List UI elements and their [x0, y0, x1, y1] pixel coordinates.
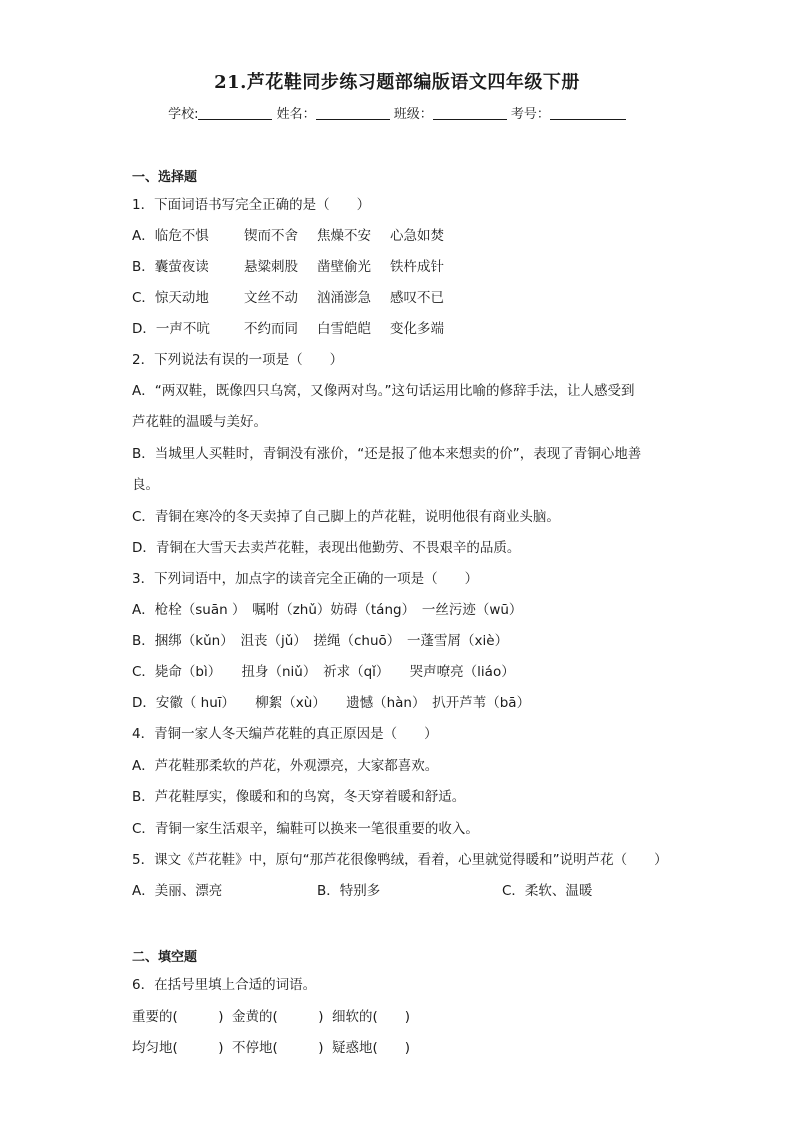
- option-b-word-3: 凿壁偷光: [317, 259, 371, 275]
- fill-blank-6[interactable]: 疑惑地( ): [332, 1040, 411, 1056]
- fill-blank-5[interactable]: 不停地( ): [232, 1040, 324, 1056]
- question-3-option-b: B．捆绑（kǔn） 沮丧（jǔ） 搓绳（chuō） 一蓬雪屑（xiè）: [132, 633, 509, 649]
- section-heading-choice: 一、选择题: [132, 170, 198, 185]
- option-a-word-1: A．临危不惧: [132, 228, 209, 244]
- question-6-row-2: [132, 1036, 410, 1056]
- option-d-word-1: D．一声不吭: [132, 321, 210, 337]
- exam-no-label: 考号：: [510, 107, 550, 122]
- question-5-stem: 5．课文《芦花鞋》中，原句“那芦花很像鸭绒，看着，心里就觉得暖和”说明芦花（ ）: [132, 852, 668, 868]
- option-b-word-1: B．囊萤夜读: [132, 259, 209, 275]
- question-6-row-1: [132, 1005, 410, 1025]
- question-2-option-d: D．青铜在大雪天去卖芦花鞋，表现出他勤劳、不畏艰辛的品质。: [132, 540, 521, 556]
- option-a-word-3: 焦燥不安: [317, 228, 371, 244]
- name-label: 姓名：: [276, 107, 316, 122]
- fill-blank-3[interactable]: 细软的( ): [332, 1009, 411, 1025]
- school-blank[interactable]: [198, 106, 272, 120]
- question-3-option-a: A．枪栓（suān ） 嘱咐（zhǔ）妨碍（táng） 一丝污迹（wū）: [132, 602, 523, 618]
- fill-blank-2[interactable]: 金黄的( ): [232, 1009, 324, 1025]
- option-d-word-3: 白雪皑皑: [317, 321, 371, 337]
- fill-blank-4[interactable]: 均匀地( ): [132, 1040, 224, 1056]
- question-1-option-d: [132, 317, 444, 337]
- question-1-option-c: [132, 286, 444, 306]
- class-label: 班级：: [393, 107, 433, 122]
- question-5-option-c: C．柔软、温暖: [502, 883, 593, 899]
- question-2-option-a-line-2: 芦花鞋的温暖与美好。: [132, 414, 267, 430]
- school-label: 学校:: [168, 107, 199, 122]
- option-c-word-1: C．惊天动地: [132, 290, 209, 306]
- section-heading-fill: 二、填空题: [132, 950, 198, 965]
- name-blank[interactable]: [316, 106, 390, 120]
- option-c-word-3: 汹涌澎急: [317, 290, 371, 306]
- question-3-stem: 3．下列词语中，加点字的读音完全正确的一项是（ ）: [132, 571, 479, 587]
- question-2-stem: 2．下列说法有误的一项是（ ）: [132, 352, 344, 368]
- option-b-word-2: 悬粱刺股: [244, 259, 298, 275]
- question-5-option-a: A．美丽、漂亮: [132, 883, 223, 899]
- question-4-stem: 4．青铜一家人冬天编芦花鞋的真正原因是（ ）: [132, 726, 438, 742]
- question-5-option-b: B．特别多: [317, 883, 381, 899]
- option-d-word-4: 变化多端: [390, 321, 444, 337]
- question-2-option-c: C．青铜在寒冷的冬天卖掉了自己脚上的芦花鞋，说明他很有商业头脑。: [132, 509, 560, 525]
- question-3-option-c: C．毙命（bì） 扭身（niǔ） 祈求（qǐ） 哭声嘹亮（liáo）: [132, 664, 515, 680]
- question-6-stem: 6．在括号里填上合适的词语。: [132, 977, 317, 993]
- question-4-option-a: A．芦花鞋那柔软的芦花，外观漂亮，大家都喜欢。: [132, 758, 439, 774]
- question-1-option-a: [132, 224, 444, 244]
- question-5-options: [132, 879, 592, 899]
- question-2-option-a-line-1: A．“两双鞋，既像四只乌窝，又像两对鸟。”这句话运用比喻的修辞手法，让人感受到: [132, 383, 635, 399]
- question-3-option-d: D．安徽（ huī） 柳絮（xù） 遗憾（hàn） 扒开芦苇（bā）: [132, 695, 531, 711]
- question-4-option-b: B．芦花鞋厚实，像暖和和的鸟窝，冬天穿着暖和舒适。: [132, 789, 466, 805]
- option-a-word-2: 锲而不舍: [244, 228, 298, 244]
- question-2-option-b-line-1: B．当城里人买鞋时，青铜没有涨价，“还是报了他本来想卖的价”，表现了青铜心地善: [132, 446, 642, 462]
- student-info-line: [0, 103, 794, 122]
- fill-blank-1[interactable]: 重要的( ): [132, 1009, 224, 1025]
- class-blank[interactable]: [433, 106, 507, 120]
- question-2-option-b-line-2: 良。: [132, 477, 159, 493]
- question-1-stem: 1．下面词语书写完全正确的是（ ）: [132, 197, 371, 213]
- option-a-word-4: 心急如焚: [390, 228, 444, 244]
- option-c-word-2: 文丝不动: [244, 290, 298, 306]
- page-title: 21.芦花鞋同步练习题部编版语文四年级下册: [214, 72, 580, 93]
- question-1-option-b: [132, 255, 444, 275]
- question-4-option-c: C．青铜一家生活艰辛，编鞋可以换来一笔很重要的收入。: [132, 821, 479, 837]
- exam-no-blank[interactable]: [550, 106, 626, 120]
- option-b-word-4: 铁杵成针: [390, 259, 444, 275]
- option-c-word-4: 感叹不已: [390, 290, 444, 306]
- option-d-word-2: 不约而同: [244, 321, 298, 337]
